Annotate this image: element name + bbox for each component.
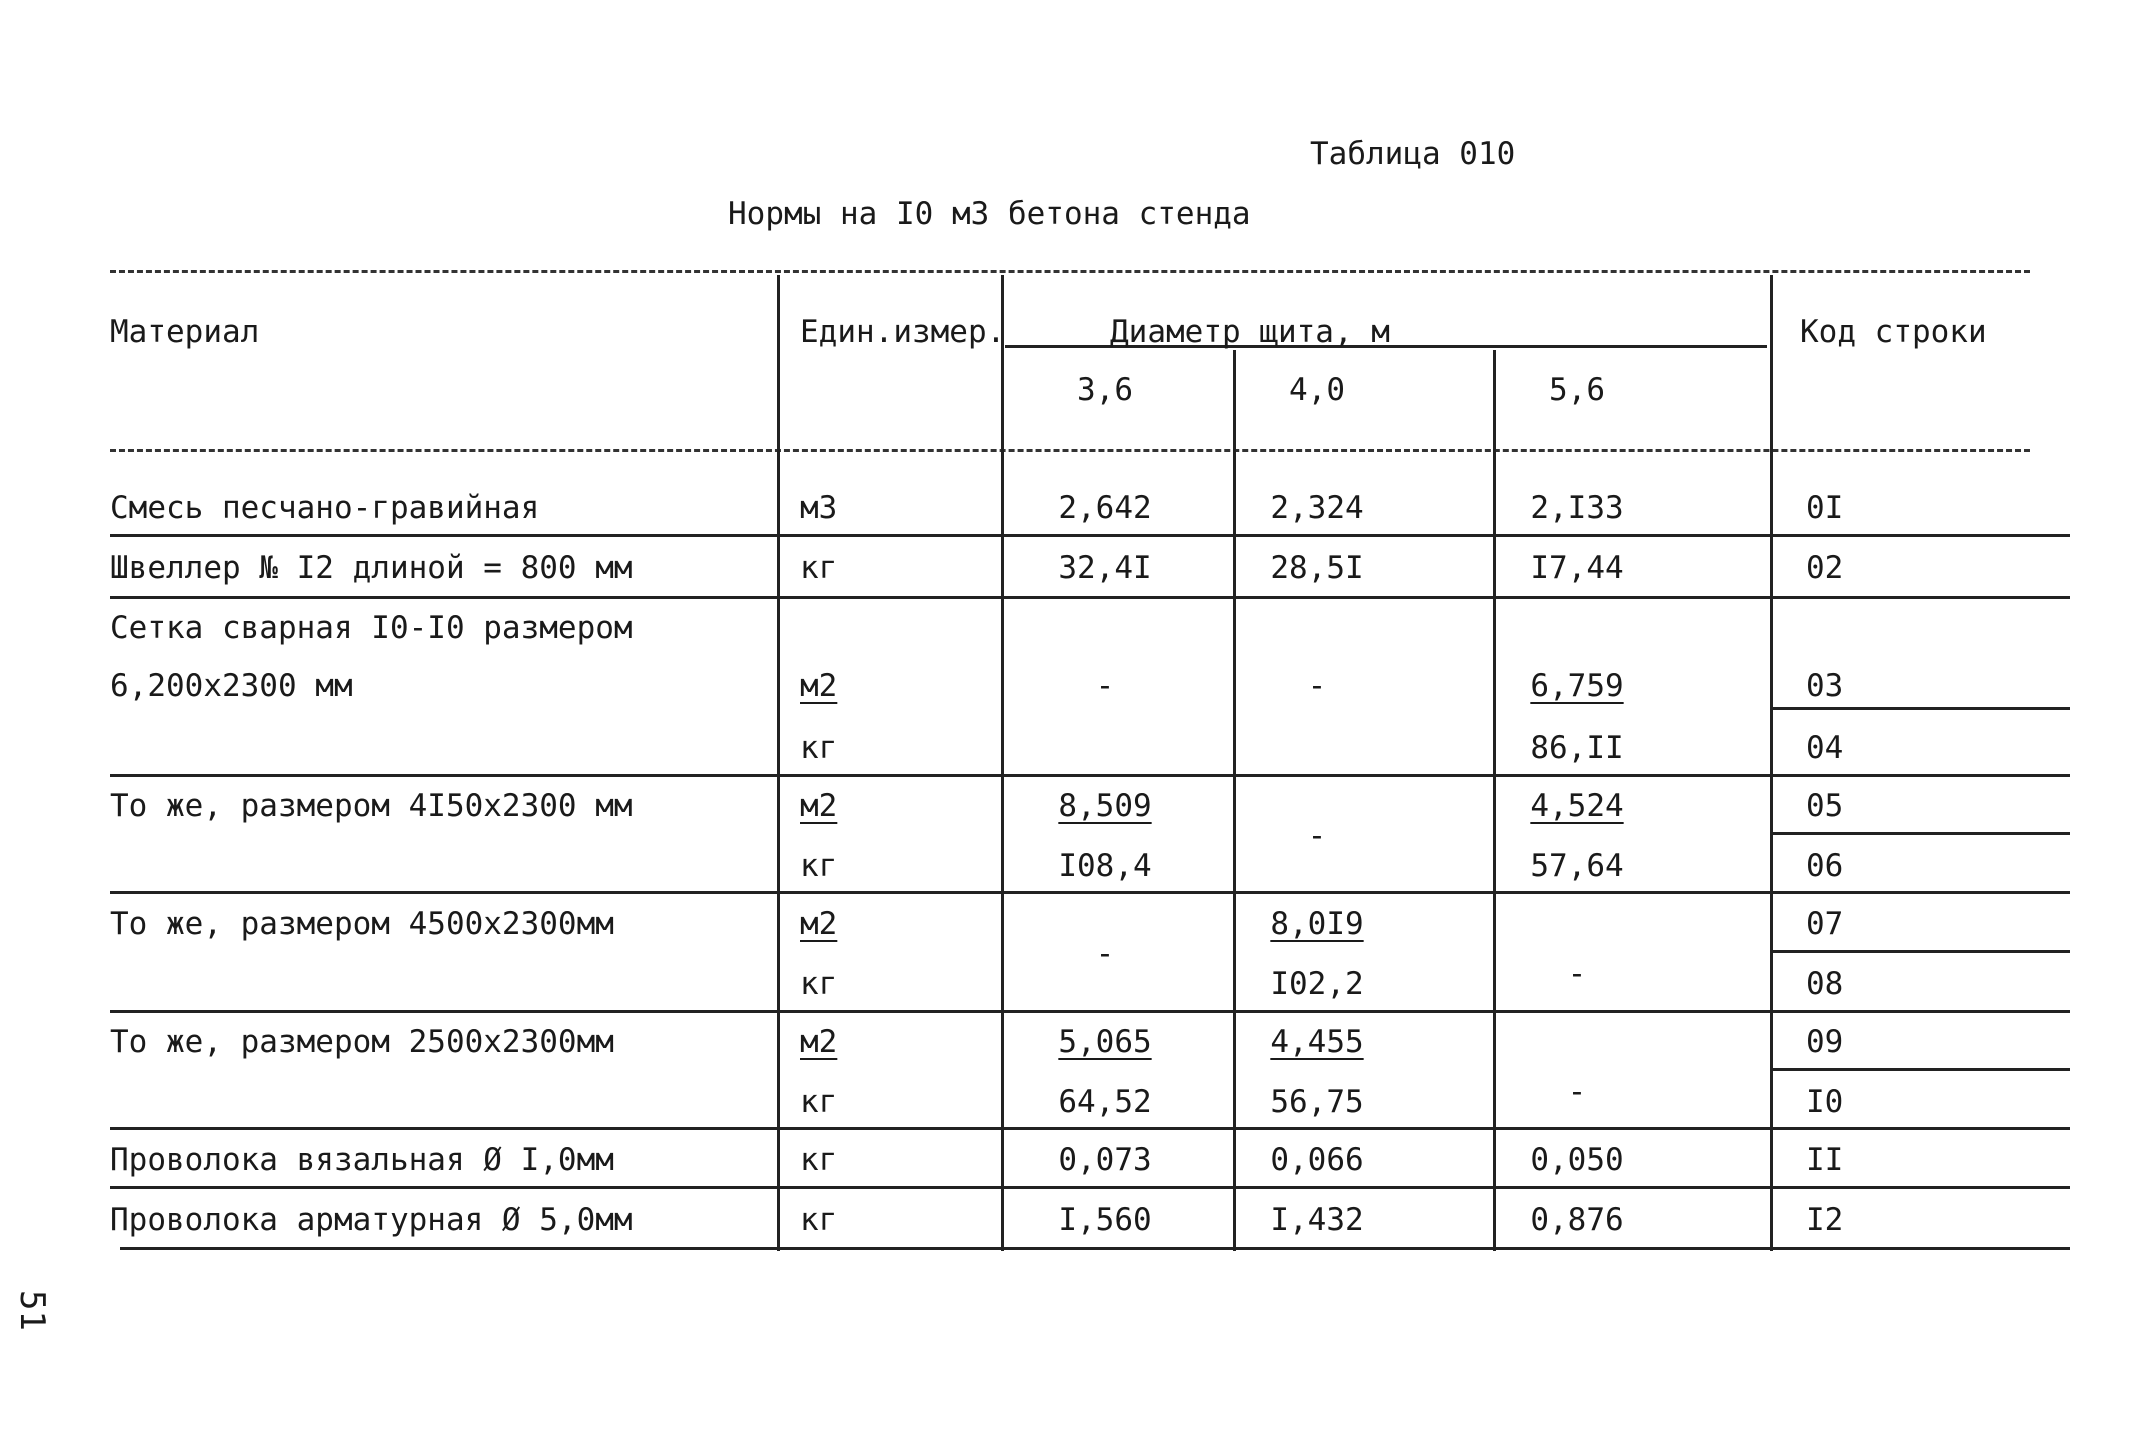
page-number: 51 (12, 1290, 52, 1331)
col-divider-d1 (1233, 350, 1236, 1251)
row-material: Проволока вязальная Ø I,0мм (110, 1142, 614, 1178)
row-unit: м2 (800, 668, 838, 704)
row-rule (1770, 1068, 2070, 1071)
row-code-2: 04 (1806, 730, 1844, 766)
row-code: 02 (1806, 550, 1844, 586)
row-unit-2: кг (800, 848, 838, 884)
row-rule (1770, 707, 2070, 710)
row-rule (110, 1186, 2070, 1189)
header-top-rule (110, 270, 2030, 273)
row-value-d1: - (1095, 936, 1115, 972)
row-value-d1: 8,509 (1058, 788, 1152, 824)
row-unit-2: кг (800, 1084, 838, 1120)
row-rule (110, 891, 2070, 894)
row-value-d1: 5,065 (1058, 1024, 1152, 1060)
row-rule (110, 596, 2070, 599)
row-value-d2: - (1307, 818, 1327, 854)
row-unit: м2 (800, 788, 838, 824)
row-value-d2-2: I02,2 (1270, 966, 1364, 1002)
row-value-d3-2: 86,II (1530, 730, 1624, 766)
row-value-d2: 28,5I (1270, 550, 1364, 586)
row-rule (110, 1010, 2070, 1013)
row-unit: м2 (800, 906, 838, 942)
row-unit: м2 (800, 1024, 838, 1060)
row-unit-2: кг (800, 966, 838, 1002)
row-value-d2: I,432 (1270, 1202, 1364, 1238)
row-rule (110, 534, 2070, 537)
row-material: Швеллер № I2 длиной = 800 мм (110, 550, 633, 586)
row-value-d3: 0,876 (1530, 1202, 1624, 1238)
header-diameter: Диаметр щита, м (1110, 314, 1390, 350)
row-material: Проволока арматурная Ø 5,0мм (110, 1202, 633, 1238)
row-unit: м3 (800, 490, 838, 526)
row-material: То же, размером 2500х2300мм (110, 1024, 614, 1060)
row-code-2: 08 (1806, 966, 1844, 1002)
row-material: Сетка сварная I0-I0 размером (110, 610, 633, 646)
row-value-d1: 2,642 (1058, 490, 1152, 526)
row-rule (110, 1127, 2070, 1130)
col-divider-d2 (1493, 350, 1496, 1251)
row-material-line2: 6,200х2300 мм (110, 668, 353, 704)
row-value-d2-2: 56,75 (1270, 1084, 1364, 1120)
row-value-d2: 8,0I9 (1270, 906, 1364, 942)
row-code-2: I0 (1806, 1084, 1844, 1120)
row-value-d1: 0,073 (1058, 1142, 1152, 1178)
header-d3: 5,6 (1549, 372, 1605, 408)
col-divider-d3 (1770, 275, 1773, 1251)
row-rule (1770, 950, 2070, 953)
table-bottom-rule (120, 1247, 2070, 1250)
row-material: То же, размером 4I50х2300 мм (110, 788, 633, 824)
row-value-d1: 32,4I (1058, 550, 1152, 586)
row-value-d3-2: 57,64 (1530, 848, 1624, 884)
table-title: Нормы на I0 м3 бетона стенда (728, 196, 1251, 232)
row-value-d3: 6,759 (1530, 668, 1624, 704)
header-material: Материал (110, 314, 260, 350)
row-value-d1: I,560 (1058, 1202, 1152, 1238)
row-value-d3: - (1567, 1074, 1587, 1110)
col-divider-material (777, 275, 780, 1251)
row-unit: кг (800, 1142, 838, 1178)
row-unit: кг (800, 550, 838, 586)
row-value-d3: 4,524 (1530, 788, 1624, 824)
table-label: Таблица 010 (1310, 136, 1516, 172)
row-value-d2: 2,324 (1270, 490, 1364, 526)
row-value-d3: 2,I33 (1530, 490, 1624, 526)
row-material: Смесь песчано-гравийная (110, 490, 540, 526)
header-code: Код строки (1800, 314, 1987, 350)
row-value-d3: I7,44 (1530, 550, 1624, 586)
row-value-d2: - (1307, 668, 1327, 704)
header-bottom-rule (110, 449, 2030, 452)
row-value-d1-2: I08,4 (1058, 848, 1152, 884)
row-unit: кг (800, 1202, 838, 1238)
row-material: То же, размером 4500х2300мм (110, 906, 614, 942)
row-rule (110, 774, 2070, 777)
row-value-d2: 4,455 (1270, 1024, 1364, 1060)
row-value-d1: - (1095, 668, 1115, 704)
row-code-2: 06 (1806, 848, 1844, 884)
header-unit: Един.измер. (800, 314, 1006, 350)
row-value-d3: 0,050 (1530, 1142, 1624, 1178)
row-code: 03 (1806, 668, 1844, 704)
col-divider-unit (1001, 275, 1004, 1251)
row-value-d3: - (1567, 956, 1587, 992)
header-d2: 4,0 (1289, 372, 1345, 408)
row-value-d2: 0,066 (1270, 1142, 1364, 1178)
row-code: 07 (1806, 906, 1844, 942)
row-code: 0I (1806, 490, 1844, 526)
row-code: 09 (1806, 1024, 1844, 1060)
header-d1: 3,6 (1077, 372, 1133, 408)
row-rule (1770, 832, 2070, 835)
row-code: 05 (1806, 788, 1844, 824)
row-value-d1-2: 64,52 (1058, 1084, 1152, 1120)
row-code: I2 (1806, 1202, 1844, 1238)
row-unit-2: кг (800, 730, 838, 766)
row-code: II (1806, 1142, 1844, 1178)
